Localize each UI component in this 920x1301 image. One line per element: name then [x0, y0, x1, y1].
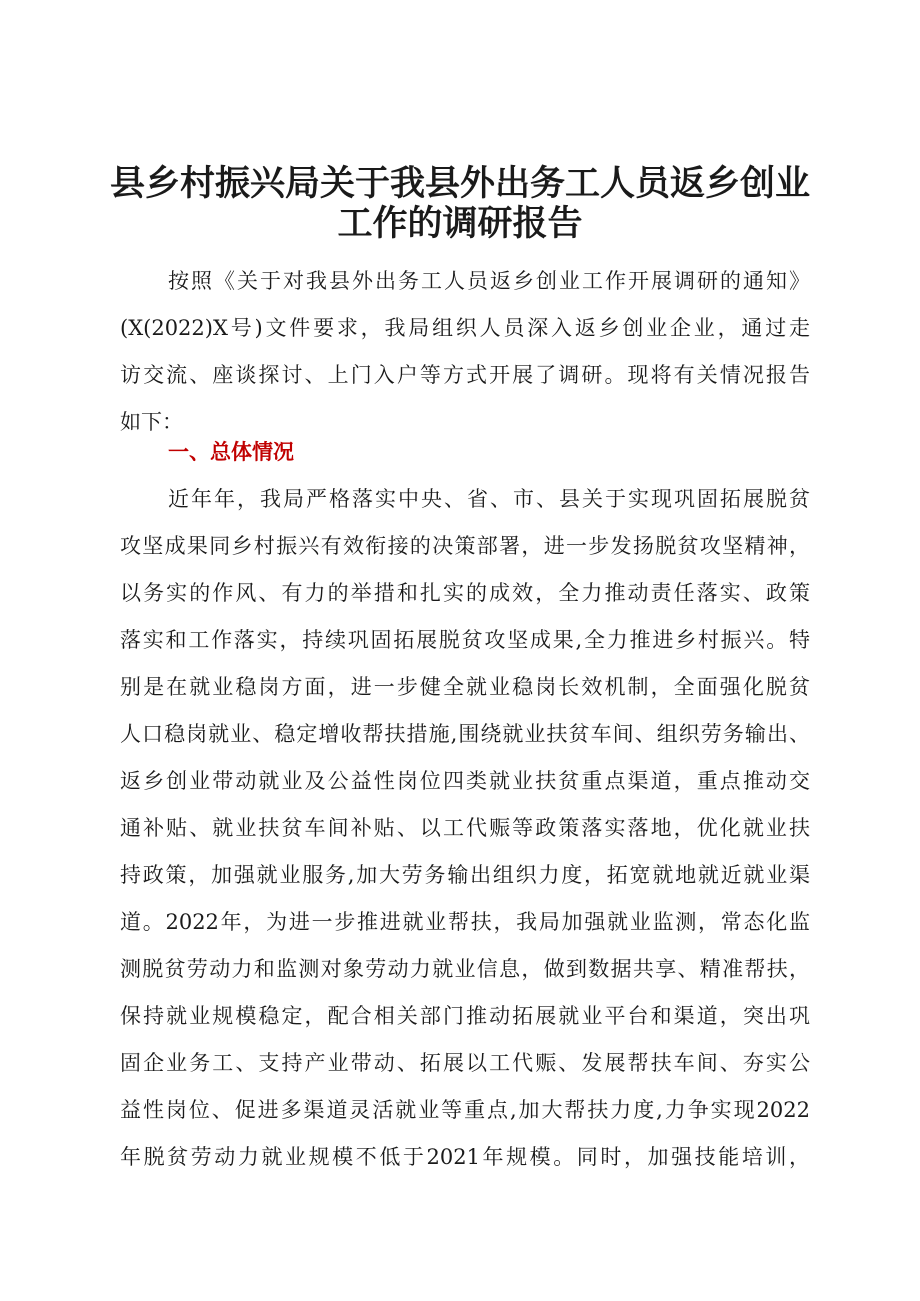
paragraph-line: (X(2022)X号)文件要求，我局组织人员深入返乡创业企业，通过走 — [120, 316, 810, 340]
paragraph-line: 年脱贫劳动力就业规模不低于2021年规模。同时，加强技能培训， — [120, 1145, 810, 1169]
paragraph-line: 返乡创业带动就业及公益性岗位四类就业扶贫重点渠道，重点推动交 — [120, 769, 810, 793]
paragraph-line: 测脱贫劳动力和监测对象劳动力就业信息，做到数据共享、精准帮扶， — [120, 957, 810, 981]
paragraph-line: 以务实的作风、有力的举措和扎实的成效，全力推动责任落实、政策 — [120, 581, 810, 605]
paragraph-line: 如下： — [120, 410, 183, 434]
paragraph-line: 按照《关于对我县外出务工人员返乡创业工作开展调研的通知》 — [168, 269, 810, 293]
paragraph-line: 益性岗位、促进多渠道灵活就业等重点,加大帮扶力度,力争实现2022 — [120, 1098, 810, 1122]
document-title-line-1: 县乡村振兴局关于我县外出务工人员返乡创业 — [110, 164, 811, 204]
section-heading: 一、总体情况 — [168, 440, 294, 464]
paragraph-line: 近年年，我局严格落实中央、省、市、县关于实现巩固拓展脱贫 — [168, 487, 810, 511]
paragraph-line: 持政策，加强就业服务,加大劳务输出组织力度，拓宽就地就近就业渠 — [120, 863, 810, 887]
section-1-paragraph — [120, 476, 810, 1181]
paragraph-line: 保持就业规模稳定，配合相关部门推动拓展就业平台和渠道，突出巩 — [120, 1004, 810, 1028]
intro-paragraph — [120, 258, 810, 446]
paragraph-line: 攻坚成果同乡村振兴有效衔接的决策部署，进一步发扬脱贫攻坚精神， — [120, 534, 810, 558]
paragraph-line: 访交流、座谈探讨、上门入户等方式开展了调研。现将有关情况报告 — [120, 363, 810, 387]
paragraph-line: 道。2022年，为进一步推进就业帮扶，我局加强就业监测，常态化监 — [120, 910, 810, 934]
paragraph-line: 别是在就业稳岗方面，进一步健全就业稳岗长效机制，全面强化脱贫 — [120, 675, 810, 699]
paragraph-line: 固企业务工、支持产业带动、拓展以工代赈、发展帮扶车间、夯实公 — [120, 1051, 810, 1075]
paragraph-line: 人口稳岗就业、稳定增收帮扶措施,围绕就业扶贫车间、组织劳务输出、 — [120, 722, 810, 746]
document-title-line-2: 工作的调研报告 — [337, 204, 583, 244]
paragraph-line: 通补贴、就业扶贫车间补贴、以工代赈等政策落实落地，优化就业扶 — [120, 816, 810, 840]
paragraph-line: 落实和工作落实，持续巩固拓展脱贫攻坚成果,全力推进乡村振兴。特 — [120, 628, 810, 652]
